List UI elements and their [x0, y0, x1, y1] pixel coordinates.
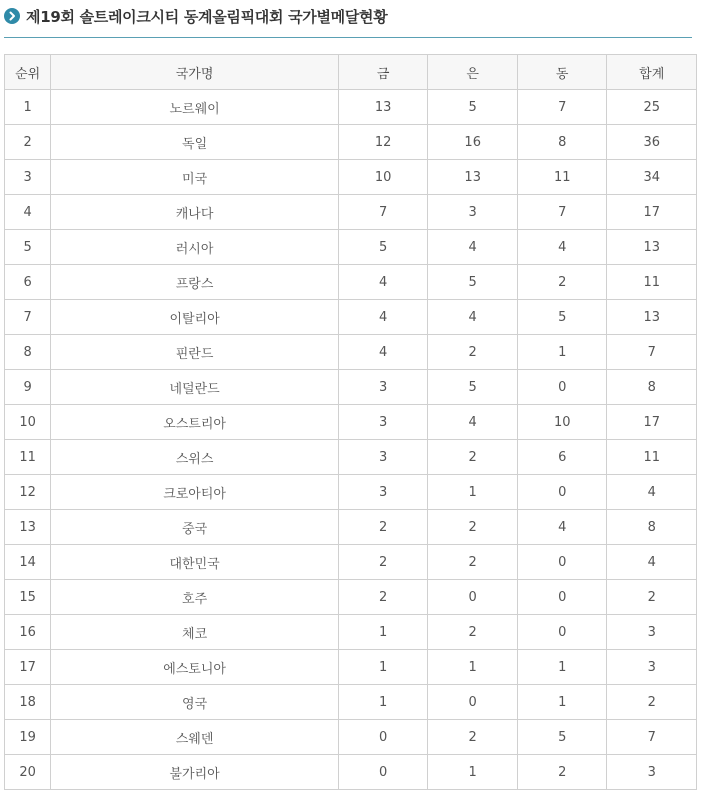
cell-rank: 12 — [5, 475, 51, 510]
cell-country: 핀란드 — [51, 335, 339, 370]
cell-silver: 2 — [428, 335, 518, 370]
page-title: 제19회 솔트레이크시티 동계올림픽대회 국가별메달현황 — [26, 8, 388, 26]
cell-bronze: 5 — [517, 300, 607, 335]
cell-rank: 8 — [5, 335, 51, 370]
cell-rank: 9 — [5, 370, 51, 405]
table-row — [5, 615, 697, 650]
cell-silver: 4 — [428, 230, 518, 265]
table-row — [5, 230, 697, 265]
cell-rank: 17 — [5, 650, 51, 685]
cell-rank: 6 — [5, 265, 51, 300]
cell-bronze: 0 — [517, 615, 607, 650]
cell-rank: 4 — [5, 195, 51, 230]
cell-bronze: 0 — [517, 370, 607, 405]
cell-rank: 10 — [5, 405, 51, 440]
table-row — [5, 335, 697, 370]
column-header-total: 합계 — [607, 55, 697, 90]
cell-country: 캐나다 — [51, 195, 339, 230]
cell-country: 중국 — [51, 510, 339, 545]
cell-bronze: 5 — [517, 720, 607, 755]
cell-silver: 1 — [428, 475, 518, 510]
cell-silver: 1 — [428, 650, 518, 685]
cell-rank: 16 — [5, 615, 51, 650]
page-header — [4, 0, 692, 38]
cell-bronze: 4 — [517, 230, 607, 265]
cell-total: 3 — [607, 650, 697, 685]
cell-rank: 19 — [5, 720, 51, 755]
cell-gold: 2 — [338, 545, 428, 580]
cell-bronze: 0 — [517, 475, 607, 510]
cell-country: 불가리아 — [51, 755, 339, 790]
chevron-right-icon — [4, 8, 20, 24]
cell-silver: 2 — [428, 720, 518, 755]
table-row — [5, 685, 697, 720]
table-header-row — [5, 55, 697, 90]
cell-total: 4 — [607, 545, 697, 580]
cell-country: 스위스 — [51, 440, 339, 475]
cell-gold: 13 — [338, 90, 428, 125]
cell-silver: 5 — [428, 90, 518, 125]
cell-gold: 1 — [338, 650, 428, 685]
cell-bronze: 7 — [517, 90, 607, 125]
table-row — [5, 650, 697, 685]
cell-silver: 2 — [428, 440, 518, 475]
cell-rank: 7 — [5, 300, 51, 335]
cell-country: 체코 — [51, 615, 339, 650]
cell-gold: 4 — [338, 335, 428, 370]
cell-rank: 3 — [5, 160, 51, 195]
cell-gold: 3 — [338, 440, 428, 475]
cell-gold: 1 — [338, 685, 428, 720]
cell-silver: 2 — [428, 545, 518, 580]
table-body — [5, 90, 697, 790]
cell-country: 노르웨이 — [51, 90, 339, 125]
cell-rank: 20 — [5, 755, 51, 790]
cell-total: 8 — [607, 370, 697, 405]
table-row — [5, 300, 697, 335]
table-row — [5, 475, 697, 510]
table-row — [5, 370, 697, 405]
cell-total: 4 — [607, 475, 697, 510]
table-row — [5, 545, 697, 580]
cell-bronze: 10 — [517, 405, 607, 440]
cell-gold: 10 — [338, 160, 428, 195]
table-row — [5, 265, 697, 300]
cell-gold: 7 — [338, 195, 428, 230]
cell-total: 7 — [607, 720, 697, 755]
cell-total: 17 — [607, 195, 697, 230]
cell-silver: 4 — [428, 300, 518, 335]
cell-silver: 2 — [428, 615, 518, 650]
table-row — [5, 580, 697, 615]
cell-rank: 18 — [5, 685, 51, 720]
cell-total: 17 — [607, 405, 697, 440]
cell-gold: 0 — [338, 755, 428, 790]
cell-rank: 5 — [5, 230, 51, 265]
cell-bronze: 0 — [517, 545, 607, 580]
cell-total: 25 — [607, 90, 697, 125]
cell-gold: 4 — [338, 300, 428, 335]
cell-total: 11 — [607, 265, 697, 300]
table-row — [5, 510, 697, 545]
cell-gold: 5 — [338, 230, 428, 265]
cell-silver: 13 — [428, 160, 518, 195]
cell-total: 36 — [607, 125, 697, 160]
column-header-gold: 금 — [338, 55, 428, 90]
table-row — [5, 755, 697, 790]
cell-bronze: 6 — [517, 440, 607, 475]
cell-rank: 2 — [5, 125, 51, 160]
cell-country: 러시아 — [51, 230, 339, 265]
cell-total: 8 — [607, 510, 697, 545]
cell-bronze: 0 — [517, 580, 607, 615]
cell-country: 크로아티아 — [51, 475, 339, 510]
cell-silver: 5 — [428, 265, 518, 300]
column-header-rank: 순위 — [5, 55, 51, 90]
table-header — [5, 55, 697, 90]
cell-bronze: 7 — [517, 195, 607, 230]
cell-total: 11 — [607, 440, 697, 475]
cell-country: 에스토니아 — [51, 650, 339, 685]
column-header-bronze: 동 — [517, 55, 607, 90]
cell-silver: 16 — [428, 125, 518, 160]
cell-silver: 5 — [428, 370, 518, 405]
cell-country: 영국 — [51, 685, 339, 720]
cell-gold: 1 — [338, 615, 428, 650]
cell-total: 2 — [607, 580, 697, 615]
cell-gold: 3 — [338, 405, 428, 440]
cell-total: 2 — [607, 685, 697, 720]
cell-country: 독일 — [51, 125, 339, 160]
cell-country: 미국 — [51, 160, 339, 195]
cell-total: 13 — [607, 300, 697, 335]
cell-total: 7 — [607, 335, 697, 370]
cell-country: 대한민국 — [51, 545, 339, 580]
cell-bronze: 1 — [517, 650, 607, 685]
cell-silver: 4 — [428, 405, 518, 440]
cell-gold: 0 — [338, 720, 428, 755]
column-header-country: 국가명 — [51, 55, 339, 90]
cell-silver: 0 — [428, 580, 518, 615]
cell-country: 프랑스 — [51, 265, 339, 300]
cell-total: 34 — [607, 160, 697, 195]
table-row — [5, 720, 697, 755]
cell-gold: 2 — [338, 580, 428, 615]
cell-silver: 0 — [428, 685, 518, 720]
cell-total: 3 — [607, 615, 697, 650]
column-header-silver: 은 — [428, 55, 518, 90]
table-row — [5, 440, 697, 475]
cell-gold: 12 — [338, 125, 428, 160]
table-row — [5, 125, 697, 160]
cell-bronze: 1 — [517, 685, 607, 720]
cell-rank: 11 — [5, 440, 51, 475]
table-row — [5, 160, 697, 195]
cell-bronze: 2 — [517, 265, 607, 300]
cell-country: 스웨덴 — [51, 720, 339, 755]
cell-bronze: 4 — [517, 510, 607, 545]
cell-bronze: 11 — [517, 160, 607, 195]
cell-gold: 3 — [338, 475, 428, 510]
cell-gold: 2 — [338, 510, 428, 545]
cell-bronze: 8 — [517, 125, 607, 160]
cell-gold: 3 — [338, 370, 428, 405]
cell-silver: 3 — [428, 195, 518, 230]
medal-table — [4, 54, 697, 790]
cell-silver: 2 — [428, 510, 518, 545]
cell-country: 이탈리아 — [51, 300, 339, 335]
cell-gold: 4 — [338, 265, 428, 300]
cell-bronze: 1 — [517, 335, 607, 370]
cell-total: 13 — [607, 230, 697, 265]
cell-silver: 1 — [428, 755, 518, 790]
table-row — [5, 90, 697, 125]
table-row — [5, 405, 697, 440]
cell-bronze: 2 — [517, 755, 607, 790]
cell-country: 네덜란드 — [51, 370, 339, 405]
table-row — [5, 195, 697, 230]
cell-rank: 15 — [5, 580, 51, 615]
cell-country: 오스트리아 — [51, 405, 339, 440]
cell-rank: 1 — [5, 90, 51, 125]
cell-country: 호주 — [51, 580, 339, 615]
cell-total: 3 — [607, 755, 697, 790]
cell-rank: 14 — [5, 545, 51, 580]
cell-rank: 13 — [5, 510, 51, 545]
